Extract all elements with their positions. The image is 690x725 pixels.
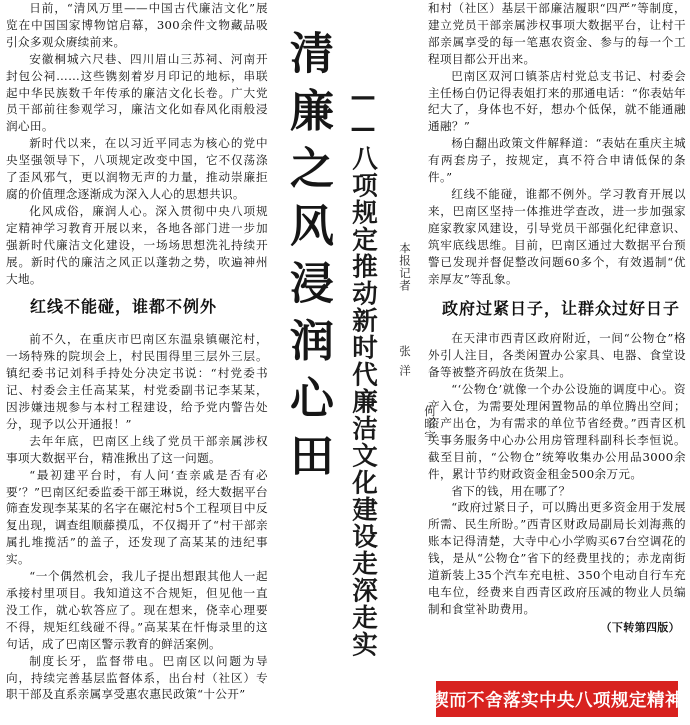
intro-paragraph: 新时代以来，在以习近平同志为核心的党中央坚强领导下，八项规定改变中国，它不仅荡涤了歪风邪气，更以润物无声的力量，推动崇廉拒腐的价值理念逐渐成为深入人心的思想共识。 (6, 136, 268, 201)
byline-label: 本报记者 (398, 242, 412, 292)
body-paragraph: 在天津市西青区政府附近，一间“公物仓”格外引人注目，各类闲置办公家具、电器、食堂设备等被整齐码放在货架上。 (428, 331, 686, 380)
campaign-banner-text: 锲而不舍落实中央八项规定精神 (431, 690, 683, 711)
body-paragraph: 制度长牙，监督带电。巴南区以问题为导向，持续完善基层监督体系，出台村（社区）专职干部及直系亲属享受惠农惠民政策“十公开” (6, 653, 268, 702)
left-article-column (6, 0, 268, 703)
body-paragraph: “‘公物仓’就像一个办公设施的调度中心。资产入仓，为需要处理闲置物品的单位腾出空间；资产出仓，为有需求的单位节省经费。”西青区机关事务服务中心办公用房管理科副科长李恒说。截至目前，“公物仓”统筹收集办公用品3000余件，累计节约财政资金租金500余万元。 (428, 382, 686, 481)
intro-paragraph: 日前，“清风万里——中国古代廉洁文化”展览在中国国家博物馆启幕，300余件文物藏品吸引众多观众赓续前来。 (6, 1, 268, 49)
right-article-column (428, 0, 686, 637)
intro-paragraph: 安徽桐城六尺巷、四川眉山三苏祠、河南开封包公祠……这些镌刻着岁月印记的地标，串联起中华民族数千年传承的廉洁文化长卷。广大党员干部前往参观学习，廉洁文化如春风化雨般浸润心田。 (6, 51, 268, 134)
body-paragraph: 去年年底，巴南区上线了党员干部亲属涉权事项大数据平台，精准揪出了这一问题。 (6, 433, 268, 465)
body-paragraph: 杨白翻出政策文件解释道：“表姑在重庆主城有两套房子，按规定，真不符合申请低保的条件。” (428, 136, 686, 185)
body-paragraph: “政府过紧日子，可以腾出更多资金用于发展所需、民生所盼。”西青区财政局副局长刘海燕的账本记得清楚，大寺中心小学购买67台空调花的钱，是从“公物仓”省下的经费里找的；赤龙南街道新装上35个汽车充电桩、350个电动自行车充电车位，经费来自西青区政府压减的物业人员编制和食堂补助费用。 (428, 500, 686, 616)
body-paragraph: 巴南区双河口镇茶店村党总支书记、村委会主任杨白仍记得表姐打来的那通电话：“你表姑年纪大了，身体也不好，想办个低保，就不能通融通融？” (428, 68, 686, 134)
body-paragraph: 省下的钱，用在哪了？ (451, 483, 571, 498)
intro-paragraph: 化风成俗，廉润人心。深入贯彻中央八项规定精神学习教育开展以来，各地各部门进一步加强新时代廉洁文化建设，一场场思想洗礼持续开展。新时代的廉洁之风正以蓬勃之势，吹遍神州大地。 (6, 203, 268, 286)
byline-reporter-1: 张洋 (398, 345, 412, 384)
body-paragraph: 红线不能碰，谁都不例外。学习教育开展以来，巴南区坚持一体推进学查改，进一步加强家庭家教家风建设，引导党员干部强化纪律意识、筑牢底线思维。目前，巴南区通过大数据平台预警已发现并督促整改问题60多个，有效遏制“优亲厚友”等乱象。 (428, 186, 686, 286)
body-paragraph: “一个偶然机会，我儿子提出想跟其他人一起承接村里项目。我知道这不合规矩，但见他一直没工作，就心软答应了。现在想来，侥幸心理要不得，规矩红线碰不得。”高某某在忏悔录里的这句话，成了巴南区警示教育的鲜活案例。 (6, 569, 268, 651)
section-heading-red-line: 红线不能碰，谁都不例外 (30, 297, 218, 317)
continued-on-page-note: （下转第四版） (600, 620, 680, 634)
section-heading-tight-budget: 政府过紧日子，让群众过好日子 (442, 299, 681, 319)
campaign-banner (431, 681, 683, 717)
body-paragraph: “最初建平台时，有人问‘查亲戚是否有必要’？”巴南区纪委监委干部王琳说，经大数据平台筛查发现李某某的名字在碾沱村5个工程项目中反复出现，调查组顺藤摸瓜，不仅揭开了“村干部亲属扎堆揽活”的盖子，还发现了高某某的违纪事实。 (6, 467, 268, 567)
body-paragraph: 前不久，在重庆市巴南区东温泉镇碾沱村，一场特殊的院坝会上，村民围得里三层外三层。镇纪委书记刘科手持处分决定书说：“村党委书记、村委会主任高某某，村党委副书记李某某，因涉嫌违规参与本村工程建设，给予党内警告处分，现予以公开通报！” (6, 332, 268, 431)
byline-reporter-2: 何昭宇 (423, 405, 437, 443)
sub-headline: ——八项规定推动新时代廉洁文化建设走深走实 (348, 82, 378, 658)
body-paragraph: 和村（社区）基层干部廉洁履职“四严”等制度，建立党员干部亲属涉权事项大数据平台，让村干部亲属享受的每一笔惠农资金、参与的每一个工程项目都公开出来。 (428, 1, 686, 66)
main-headline: 清廉之风浸润心田 (282, 30, 333, 490)
